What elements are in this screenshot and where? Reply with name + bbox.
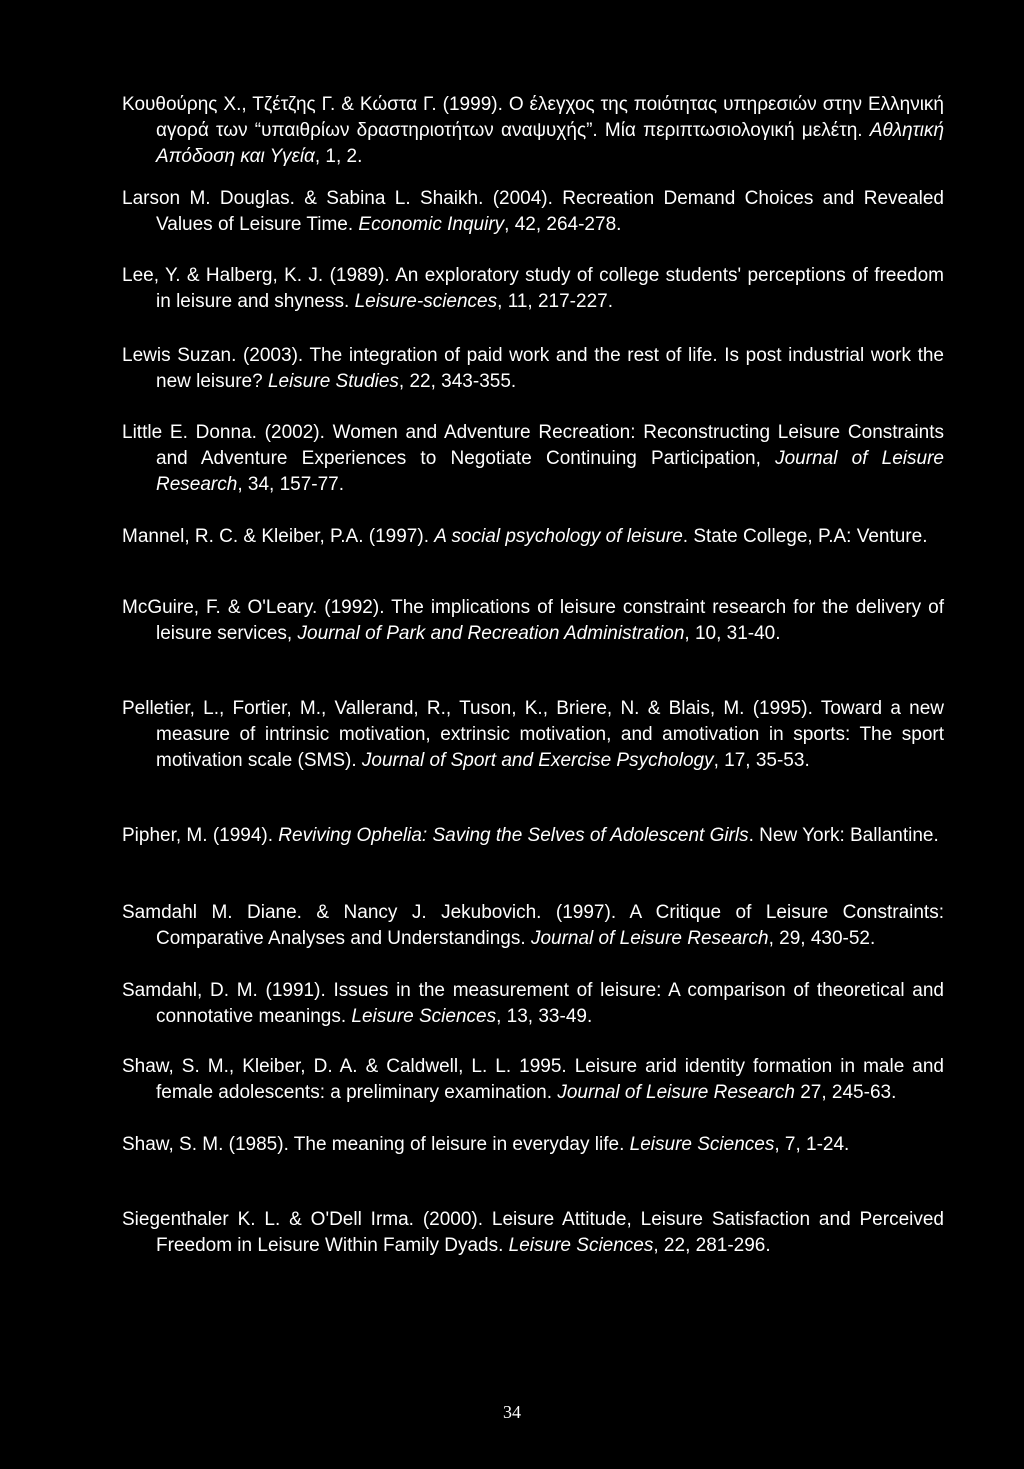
reference-text: Siegenthaler K. L. & O'Dell Irma. (2000). Leisure Attitude, Leisure Satisfaction and Perceived Freedom in Leisure Within Family Dyads.: [122, 1209, 944, 1256]
reference-source-title: Leisure Studies: [267, 371, 399, 392]
reference-text: Lee, Y. & Halberg, K. J. (1989). An exploratory study of college students' perceptions of freedom in leisure and shyness.: [122, 265, 944, 312]
reference-text: . New York: Ballantine.: [748, 825, 939, 846]
reference-text: , 13, 33-49.: [496, 1006, 593, 1027]
reference-source-title: Leisure Sciences: [508, 1235, 654, 1256]
reference-source-title: Journal of Sport and Exercise Psychology: [361, 750, 714, 771]
reference-source-title: Journal of Park and Recreation Administration: [297, 623, 685, 644]
reference-source-title: Journal of Leisure Research: [156, 448, 944, 495]
reference-entry: [122, 263, 944, 315]
reference-text: , 11, 217-227.: [497, 291, 613, 312]
reference-source-title: Reviving Ophelia: Saving the Selves of Adolescent Girls: [278, 825, 749, 846]
reference-source-title: Leisure Sciences: [629, 1134, 775, 1155]
reference-source-title: Leisure-sciences: [354, 291, 498, 312]
reference-text: . State College, P.A: Venture.: [682, 526, 928, 547]
reference-text: Lewis Suzan. (2003). The integration of paid work and the rest of life. Is post industrial work the new leisure?: [122, 345, 944, 392]
reference-source-title: A social psychology of leisure: [434, 526, 683, 547]
reference-text: , 42, 264-278.: [504, 214, 622, 235]
reference-text: , 22, 343-355.: [398, 371, 517, 392]
reference-entry: [122, 1207, 944, 1259]
reference-source-title: Journal of Leisure Research: [530, 928, 769, 949]
reference-text: McGuire, F. & O'Leary. (1992). The implications of leisure constraint research for the delivery of leisure services,: [122, 597, 944, 644]
reference-text: , 22, 281-296.: [653, 1235, 771, 1256]
reference-entry: [122, 595, 944, 647]
reference-text: , 10, 31-40.: [684, 623, 781, 644]
reference-text: Samdahl, D. M. (1991). Issues in the measurement of leisure: A comparison of theoretical and connotative meanings.: [122, 980, 944, 1027]
reference-entry: [122, 978, 944, 1030]
reference-text: Shaw, S. M., Kleiber, D. A. & Caldwell, L. L. 1995. Leisure arid identity formation in male and female adolescents: a preliminary examination.: [122, 1056, 944, 1103]
reference-text: Little E. Donna. (2002). Women and Adventure Recreation: Reconstructing Leisure Constraints and Adventure Experiences to Negotiate Continuing Participation,: [122, 422, 944, 469]
reference-text: Pelletier, L., Fortier, M., Vallerand, R., Tuson, K., Briere, N. & Blais, M. (1995). Toward a new measure of intrinsic motivation, extrinsic motivation, and amotivation in sports: The sport motivation scale (SMS).: [122, 698, 944, 771]
reference-text: , 29, 430-52.: [768, 928, 876, 949]
reference-source-title: Leisure Sciences: [351, 1006, 497, 1027]
reference-text: 27, 245-63.: [794, 1082, 897, 1103]
reference-text: , 17, 35-53.: [713, 750, 810, 771]
reference-text: Pipher, M. (1994).: [122, 825, 279, 846]
reference-source-title: Economic Inquiry: [358, 214, 505, 235]
reference-entry: [122, 1132, 944, 1158]
reference-entry: [122, 92, 944, 170]
page-number: 34: [503, 1402, 521, 1422]
reference-source-title: Journal of Leisure Research: [557, 1082, 795, 1103]
reference-text: Larson M. Douglas. & Sabina L. Shaikh. (2004). Recreation Demand Choices and Revealed Values of Leisure Time.: [122, 188, 944, 235]
reference-text: Samdahl M. Diane. & Nancy J. Jekubovich. (1997). A Critique of Leisure Constraints: Comparative Analyses and Understandings.: [122, 902, 944, 949]
reference-entry: [122, 823, 944, 849]
reference-entry: [122, 696, 944, 774]
reference-entry: [122, 186, 944, 238]
reference-text: Shaw, S. M. (1985). The meaning of leisure in everyday life.: [122, 1134, 630, 1155]
reference-text: Κουθούρης Χ., Τζέτζης Γ. & Κώστα Γ. (1999). Ο έλεγχος της ποιότητας υπηρεσιών στην Ελληνική αγορά των “υπαιθρίων δραστηριοτήτων αναψυχής”. Μία περιπτωσιολογική μελέτη.: [122, 94, 944, 141]
reference-entry: [122, 1054, 944, 1106]
reference-text: , 1, 2.: [314, 146, 363, 167]
reference-text: , 34, 157-77.: [237, 474, 345, 495]
reference-entry: [122, 900, 944, 952]
reference-text: Mannel, R. C. & Kleiber, P.A. (1997).: [122, 526, 435, 547]
reference-entry: [122, 524, 944, 550]
reference-source-title: Αθλητική Απόδοση και Υγεία: [156, 120, 944, 167]
reference-entry: [122, 420, 944, 498]
reference-entry: [122, 343, 944, 395]
reference-text: , 7, 1-24.: [774, 1134, 850, 1155]
